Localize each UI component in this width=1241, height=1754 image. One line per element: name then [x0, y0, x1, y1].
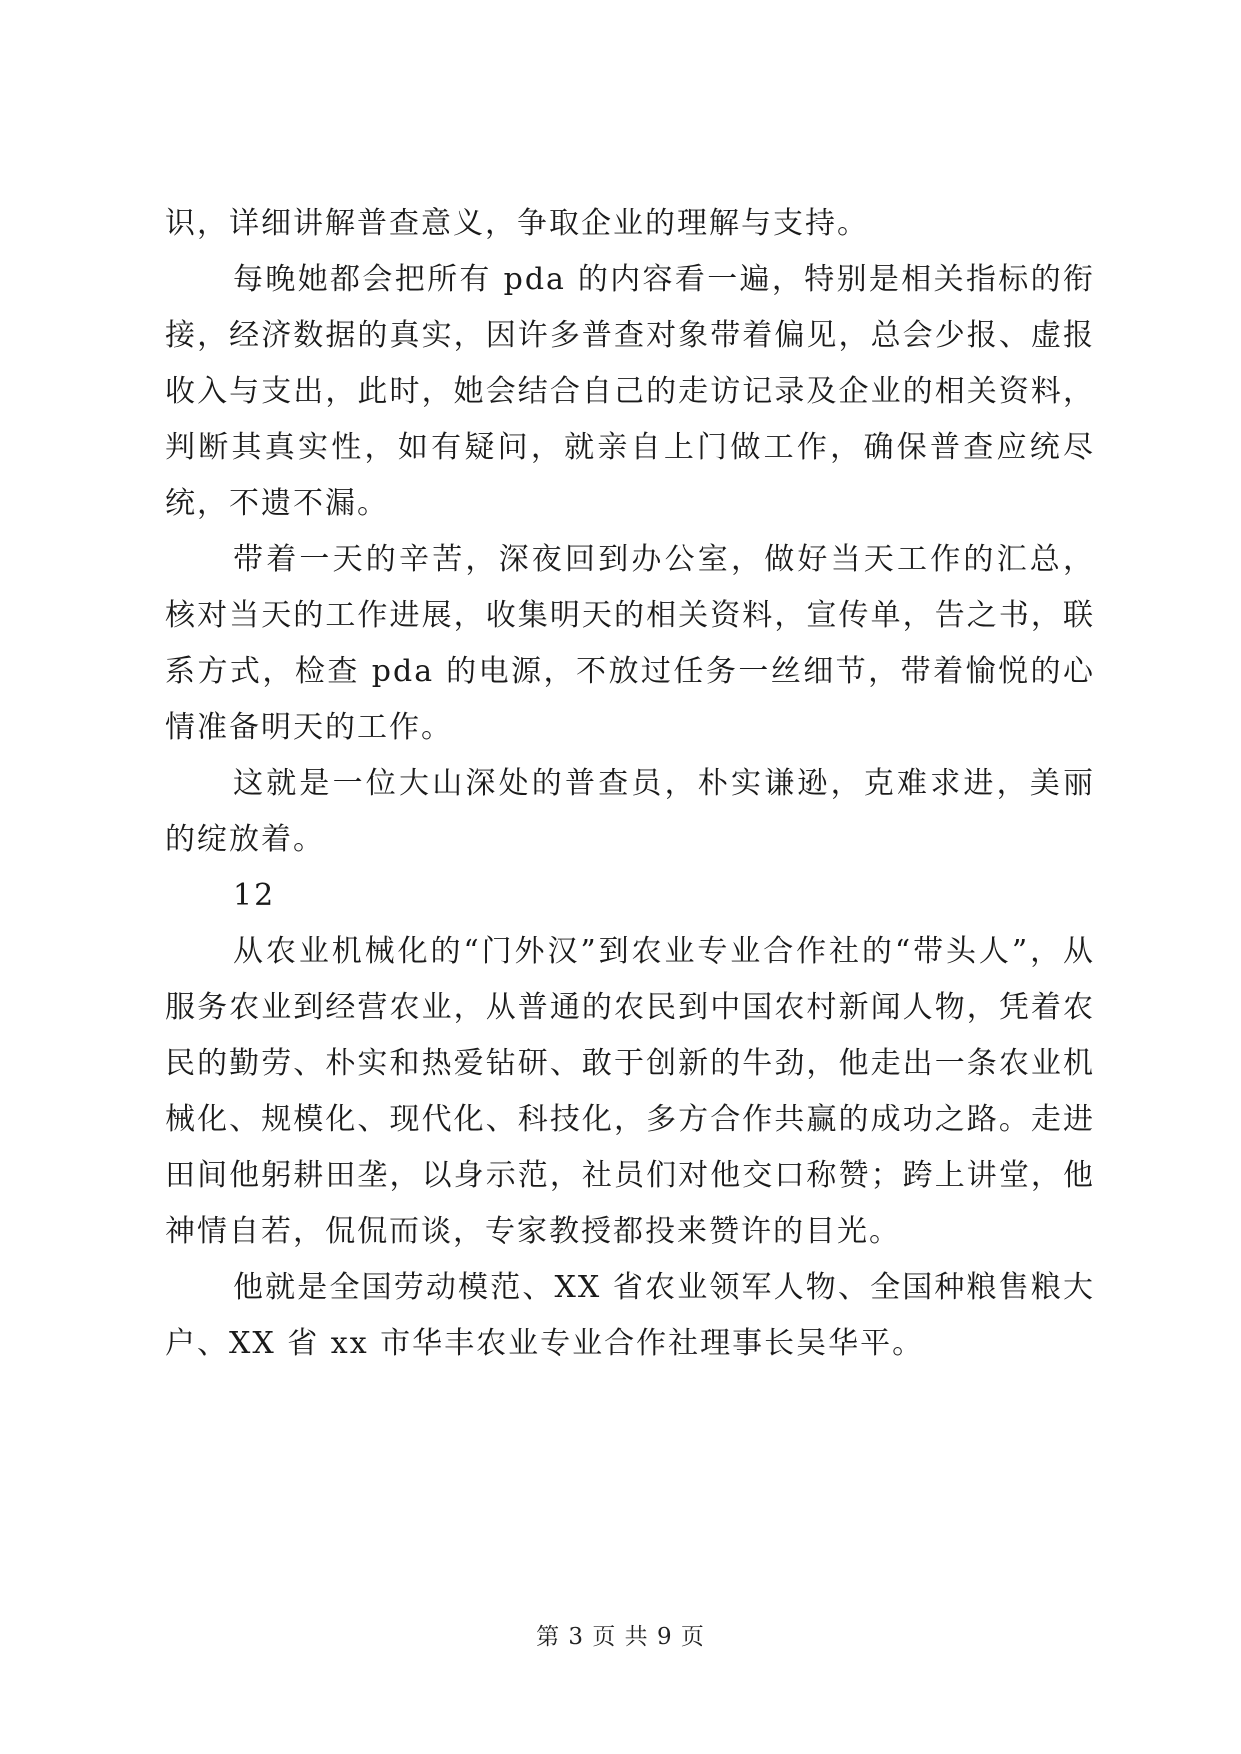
document-body: [165, 196, 1095, 1372]
paragraph-1: 识，详细讲解普查意义，争取企业的理解与支持。: [165, 206, 869, 241]
paragraph-5: 从农业机械化的“门外汉”到农业专业合作社的“带头人”，从服务农业到经营农业，从普通的农民到中国农村新闻人物，凭着农民的勤劳、朴实和热爱钻研、敢于创新的牛劲，他走出一条农业机械化、规模化、现代化、科技化，多方合作共赢的成功之路。走进田间他躬耕田垄，以身示范，社员们对他交口称赞；跨上讲堂，他神情自若，侃侃而谈，专家教授都投来赞许的目光。: [165, 934, 1095, 1249]
paragraph-6: 他就是全国劳动模范、XX 省农业领军人物、全国种粮售粮大户、XX 省 xx 市华丰农业专业合作社理事长吴华平。: [165, 1270, 1095, 1361]
page-footer: 第 3 页 共 9 页: [536, 1624, 705, 1650]
paragraph-4: 这就是一位大山深处的普查员，朴实谦逊，克难求进，美丽的绽放着。: [165, 766, 1095, 857]
paragraph-2: 每晚她都会把所有 pda 的内容看一遍，特别是相关指标的衔接，经济数据的真实，因许多普查对象带着偏见，总会少报、虚报收入与支出，此时，她会结合自己的走访记录及企业的相关资料，判断其真实性，如有疑问，就亲自上门做工作，确保普查应统尽统，不遗不漏。: [165, 262, 1095, 521]
section-number: 12: [233, 878, 276, 913]
paragraph-3: 带着一天的辛苦，深夜回到办公室，做好当天工作的汇总，核对当天的工作进展，收集明天的相关资料，宣传单，告之书，联系方式，检查 pda 的电源，不放过任务一丝细节，带着愉悦的心情准备明天的工作。: [165, 542, 1095, 745]
